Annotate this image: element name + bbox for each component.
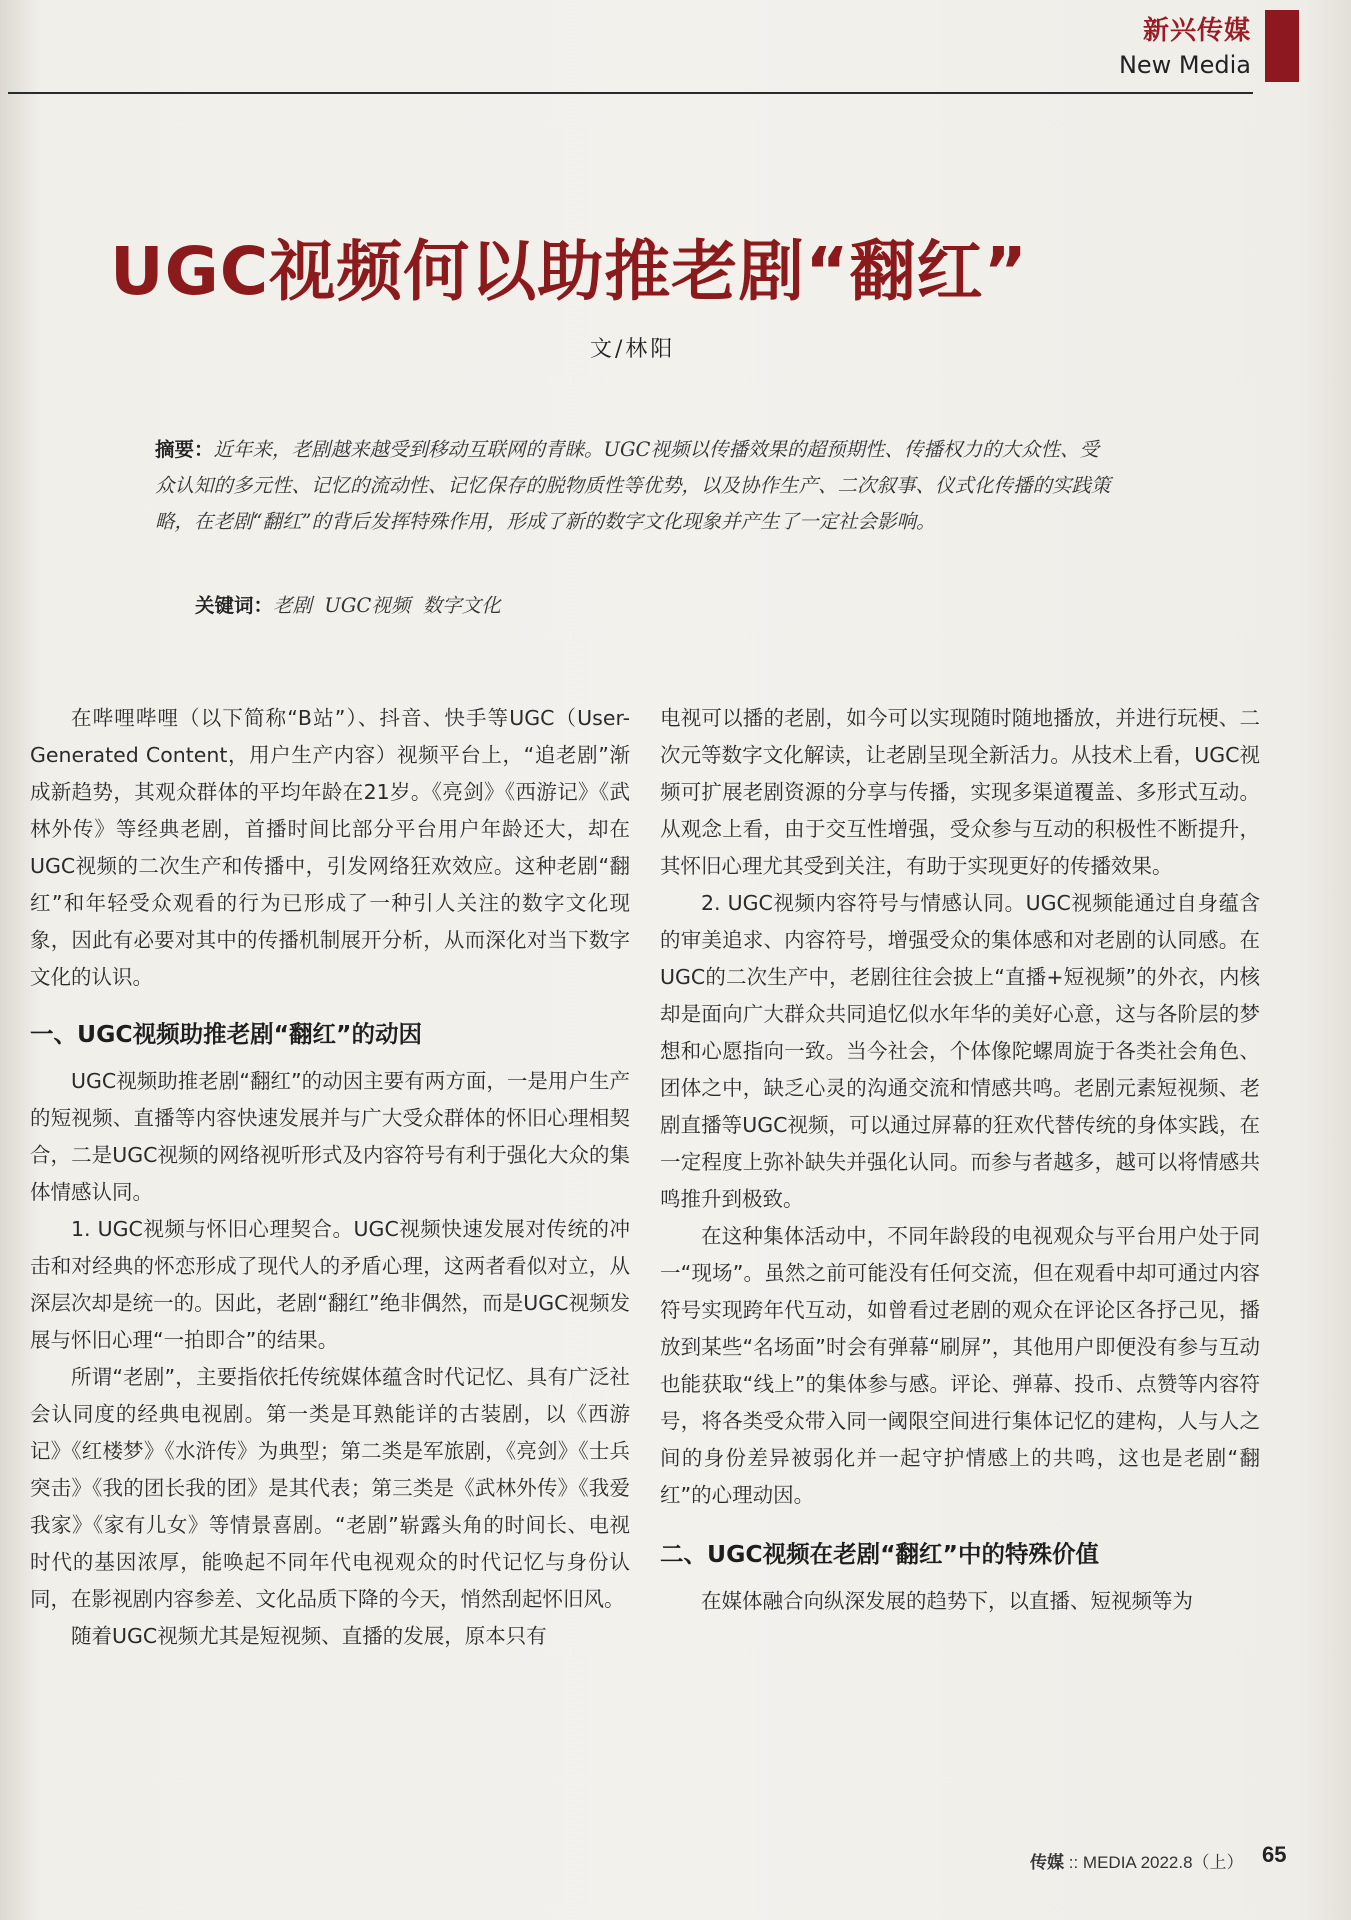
abstract <box>155 432 1115 540</box>
paragraph: 2. UGC视频内容符号与情感认同。UGC视频能通过自身蕴含的审美追求、内容符号，增强受众的集体感和对老剧的认同感。在UGC的二次生产中，老剧往往会披上“直播+短视频”的外衣，内核却是面向广大群众共同追忆似水年华的美好心意，这与各阶层的梦想和心愿指向一致。当今社会，个体像陀螺周旋于各类社会角色、团体之中，缺乏心灵的沟通交流和情感共鸣。老剧元素短视频、老剧直播等UGC视频，可以通过屏幕的狂欢代替传统的身体实践，在一定程度上弥补缺失并强化认同。而参与者越多，越可以将情感共鸣推升到极致。 <box>660 891 1260 1211</box>
left-column <box>30 700 630 1655</box>
paragraph: 在这种集体活动中，不同年龄段的电视观众与平台用户处于同一“现场”。虽然之前可能没有任何交流，但在观看中却可通过内容符号实现跨年代互动，如曾看过老剧的观众在评论区各抒己见，播放到某些“名场面”时会有弹幕“刷屏”，其他用户即便没有参与互动也能获取“线上”的集体参与感。评论、弹幕、投币、点赞等内容符号，将各类受众带入同一阈限空间进行集体记忆的建构，人与人之间的身份差异被弱化并一起守护情感上的共鸣，这也是老剧“翻红”的心理动因。 <box>660 1224 1260 1507</box>
paragraph: 电视可以播的老剧，如今可以实现随时随地播放，并进行玩梗、二次元等数字文化解读，让老剧呈现全新活力。从技术上看，UGC视频可扩展老剧资源的分享与传播，实现多渠道覆盖、多形式互动。从观念上看，由于交互性增强，受众参与互动的积极性不断提升，其怀旧心理尤其受到关注，有助于实现更好的传播效果。 <box>660 706 1260 878</box>
article-author: 文/林阳 <box>590 337 676 362</box>
section-heading-1: 一、UGC视频助推老剧“翻红”的动因 <box>30 1020 423 1048</box>
section-heading-2: 二、UGC视频在老剧“翻红”中的特殊价值 <box>660 1540 1100 1568</box>
section-tag <box>1119 10 1251 79</box>
abstract-text: 近年来，老剧越来越受到移动互联网的青睐。UGC视频以传播效果的超预期性、传播权力的大众性、受众认知的多元性、记忆的流动性、记忆保存的脱物质性等优势，以及协作生产、二次叙事、仪式化传播的实践策略，在老剧“翻红”的背后发挥特殊作用，形成了新的数字文化现象并产生了一定社会影响。 <box>155 438 1111 533</box>
section-title-cn: 新兴传媒 <box>1142 16 1251 46</box>
keywords <box>195 590 1095 618</box>
page-number: 65 <box>1262 1842 1287 1867</box>
journal-issue: 2022.8（上） <box>1140 1853 1244 1872</box>
paragraph: 所谓“老剧”，主要指依托传统媒体蕴含时代记忆、具有广泛社会认同度的经典电视剧。第一类是耳熟能详的古装剧，以《西游记》《红楼梦》《水浒传》为典型；第二类是军旅剧，《亮剑》《士兵突击》《我的团长我的团》是其代表；第三类是《武林外传》《我爱我家》《家有儿女》等情景喜剧。“老剧”崭露头角的时间长、电视时代的基因浓厚，能唤起不同年代电视观众的时代记忆与身份认同，在影视剧内容参差、文化品质下降的今天，悄然刮起怀旧风。 <box>30 1365 630 1611</box>
header-rule <box>8 92 1253 94</box>
right-column <box>660 700 1260 1620</box>
abstract-label: 摘要： <box>155 438 214 461</box>
article-title: UGC视频何以助推老剧“翻红” <box>110 233 1028 310</box>
keywords-text: 老剧 UGC视频 数字文化 <box>273 594 501 617</box>
paragraph: 随着UGC视频尤其是短视频、直播的发展，原本只有 <box>71 1624 547 1648</box>
paragraph: 1. UGC视频与怀旧心理契合。UGC视频快速发展对传统的冲击和对经典的怀恋形成了现代人的矛盾心理，这两者看似对立，从深层次却是统一的。因此，老剧“翻红”绝非偶然，而是UGC视频发展与怀旧心理“一拍即合”的结果。 <box>30 1217 630 1352</box>
paragraph: 在媒体融合向纵深发展的趋势下，以直播、短视频等为 <box>701 1589 1193 1613</box>
journal-media: MEDIA <box>1082 1853 1136 1872</box>
section-color-bar <box>1265 10 1299 82</box>
keywords-label: 关键词： <box>195 594 274 617</box>
paragraph: 在哔哩哔哩（以下简称“B站”）、抖音、快手等UGC（User-Generated Content，用户生产内容）视频平台上，“追老剧”渐成新趋势，其观众群体的平均年龄在21岁。《亮剑》《西游记》《武林外传》等经典老剧，首播时间比部分平台用户年龄还大，却在UGC视频的二次生产和传播中，引发网络狂欢效应。这种老剧“翻红”和年轻受众观看的行为已形成了一种引人关注的数字文化现象，因此有必要对其中的传播机制展开分析，从而深化对当下数字文化的认识。 <box>30 706 630 989</box>
journal-separator: :: <box>1068 1853 1079 1872</box>
paragraph: UGC视频助推老剧“翻红”的动因主要有两方面，一是用户生产的短视频、直播等内容快速发展并与广大受众群体的怀旧心理相契合，二是UGC视频的网络视听形式及内容符号有利于强化大众的集体情感认同。 <box>30 1069 630 1204</box>
page-footer <box>1030 1848 1244 1873</box>
section-title-en: New Media <box>1118 51 1251 79</box>
journal-name: 传媒 <box>1030 1853 1064 1872</box>
